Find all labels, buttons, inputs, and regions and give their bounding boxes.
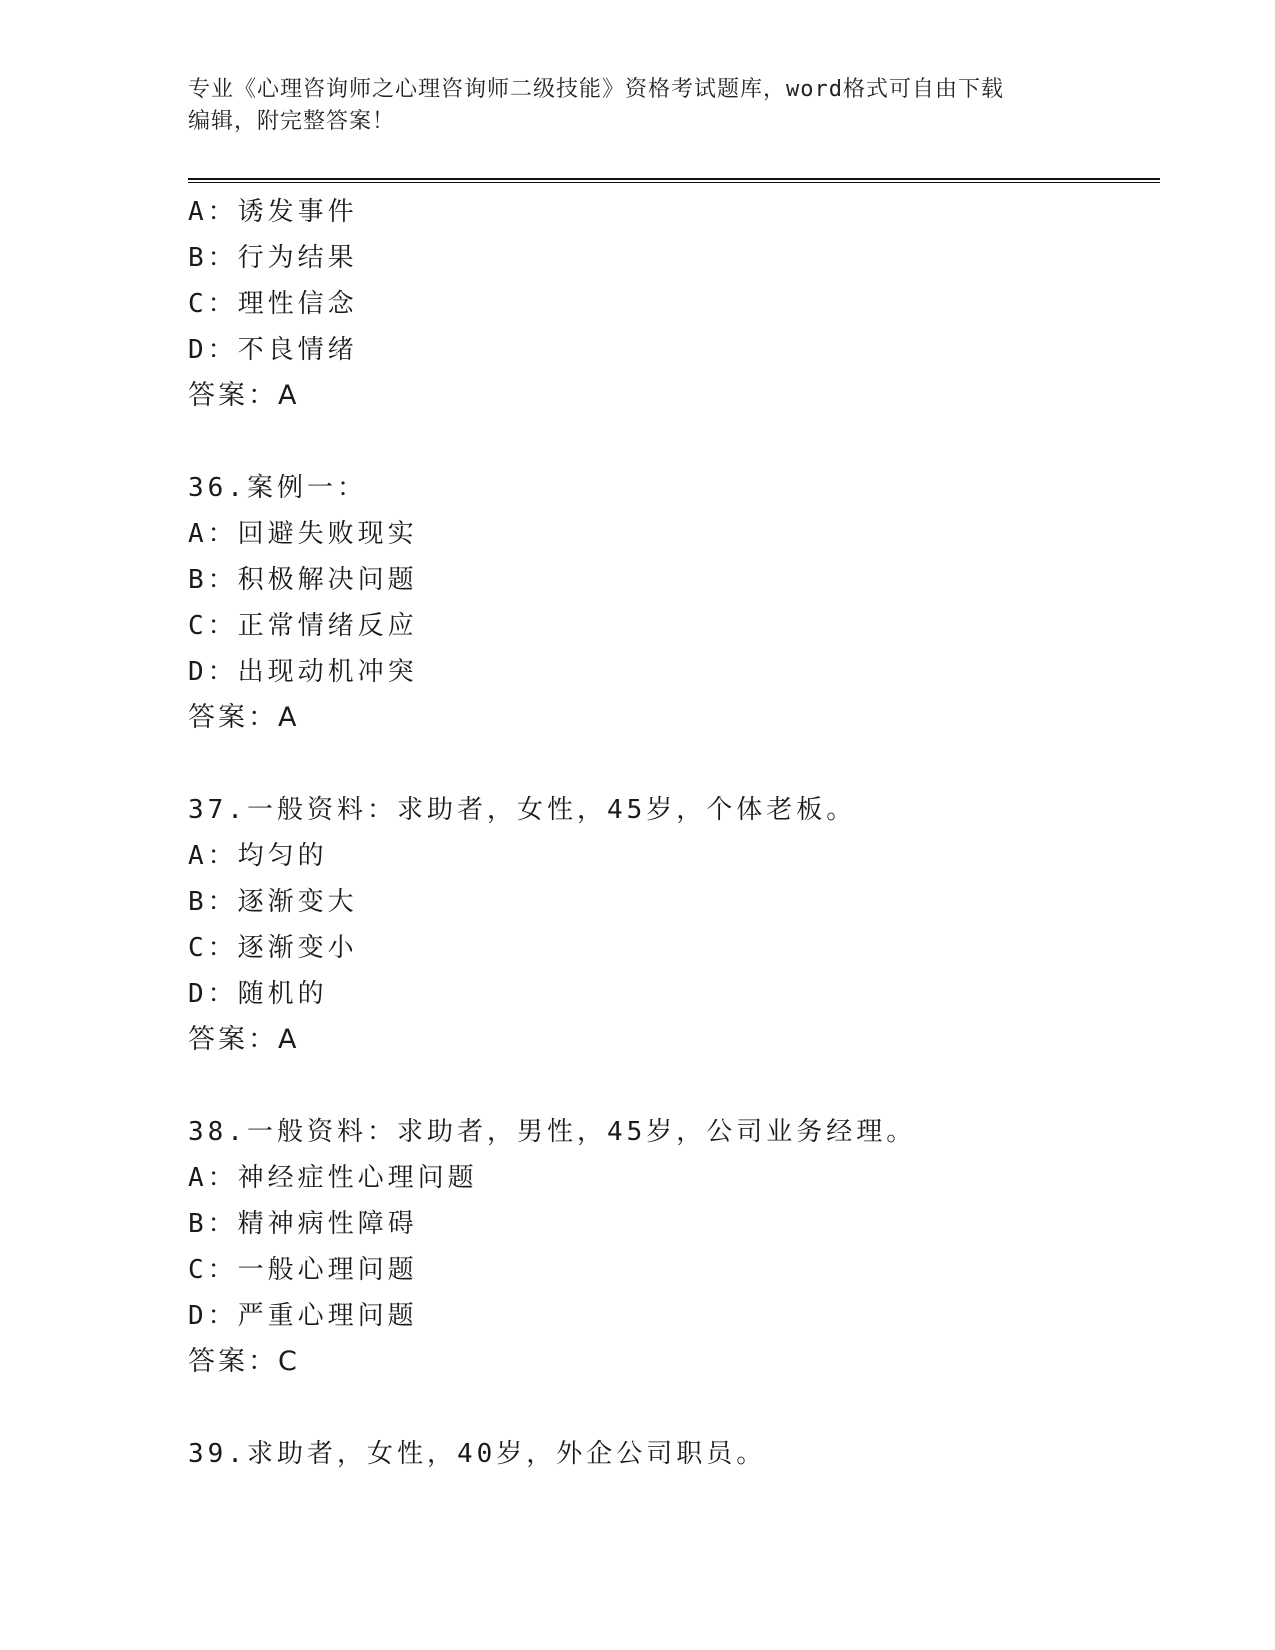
question-block-39 [188,1431,1138,1477]
option-c: C：一般心理问题 [188,1255,418,1285]
document-header [188,74,1088,138]
answer-label: 答案：A [188,702,300,733]
question-block [188,189,1138,419]
option-d: D：不良情绪 [188,335,358,365]
option-b: B：积极解决问题 [188,565,418,595]
option-c: C：理性信念 [188,289,358,319]
option-b: B：逐渐变大 [188,887,358,917]
answer-label: 答案：C [188,1346,300,1377]
option-b: B：精神病性障碍 [188,1209,418,1239]
answer-label: 答案：A [188,1024,300,1055]
question-text: 39.求助者，女性，40岁，外企公司职员。 [188,1439,767,1469]
option-a: A：回避失败现实 [188,519,418,549]
spacer [188,741,1138,787]
question-text: 37.一般资料：求助者，女性，45岁，个体老板。 [188,795,857,825]
question-block-36 [188,465,1138,741]
answer-label: 答案：A [188,380,300,411]
question-text: 38.一般资料：求助者，男性，45岁，公司业务经理。 [188,1117,917,1147]
question-text: 36.案例一： [188,473,367,503]
option-c: C：逐渐变小 [188,933,358,963]
header-divider [188,178,1160,183]
option-c: C：正常情绪反应 [188,611,418,641]
option-a: A：均匀的 [188,841,328,871]
spacer [188,1385,1138,1431]
option-d: D：严重心理问题 [188,1301,418,1331]
question-block-38 [188,1109,1138,1385]
option-b: B：行为结果 [188,243,358,273]
option-d: D：随机的 [188,979,328,1009]
header-line-2: 编辑，附完整答案！ [188,109,396,134]
question-block-37 [188,787,1138,1063]
option-a: A：诱发事件 [188,197,358,227]
spacer [188,419,1138,465]
option-d: D：出现动机冲突 [188,657,418,687]
spacer [188,1063,1138,1109]
option-a: A：神经症性心理问题 [188,1163,478,1193]
header-line-1: 专业《心理咨询师之心理咨询师二级技能》资格考试题库，word格式可自由下载 [188,77,1004,102]
question-list [188,189,1138,1477]
